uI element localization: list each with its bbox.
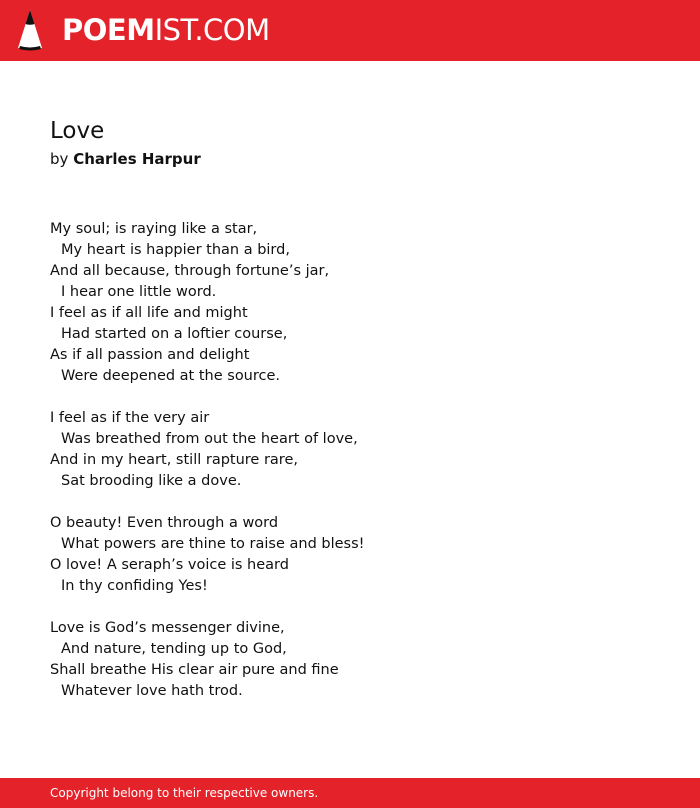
poem-line: Had started on a loftier course, [61, 326, 288, 342]
poem-line: Whatever love hath trod. [61, 683, 243, 699]
brand-bold-text: POEM [62, 13, 155, 47]
pencil-tip-icon[interactable] [17, 9, 43, 51]
poem-line: Shall breathe His clear air pure and fine [50, 662, 339, 678]
poem-stanza [50, 408, 670, 492]
copyright-notice: Copyright belong to their respective owners. [50, 786, 319, 800]
poem-stanza [50, 618, 670, 702]
poem-line: Sat brooding like a dove. [61, 473, 242, 489]
poem-stanza [50, 513, 670, 597]
poem-line: O love! A seraph’s voice is heard [50, 557, 289, 573]
poem-line: Was breathed from out the heart of love, [61, 431, 358, 447]
poem-title: Love [50, 118, 105, 144]
poem-line: O beauty! Even through a word [50, 515, 279, 531]
poem-line: I feel as if all life and might [50, 305, 248, 321]
poem-line: My soul; is raying like a star, [50, 221, 258, 237]
poem-line: What powers are thine to raise and bless! [61, 536, 365, 552]
poem-line: Were deepened at the source. [61, 368, 281, 384]
poem-stanza [50, 219, 670, 387]
poem-line: In thy confiding Yes! [61, 578, 208, 594]
poem-byline [50, 149, 201, 169]
site-header [0, 0, 700, 61]
poem-line: My heart is happier than a bird, [61, 242, 290, 258]
poem-line: And all because, through fortune’s jar, [50, 263, 330, 279]
poem-body [50, 219, 670, 723]
poem-line: Love is God’s messenger divine, [50, 620, 285, 636]
by-label: by [50, 150, 69, 168]
poem-author: Charles Harpur [73, 150, 201, 168]
brand-light-text: IST.COM [154, 13, 270, 47]
poem-line: And nature, tending up to God, [61, 641, 287, 657]
poem-line: As if all passion and delight [50, 347, 250, 363]
poem-line: I hear one little word. [61, 284, 217, 300]
site-logo-text[interactable] [62, 12, 270, 48]
site-footer [0, 778, 700, 808]
poem-line: And in my heart, still rapture rare, [50, 452, 298, 468]
poem-line: I feel as if the very air [50, 410, 210, 426]
